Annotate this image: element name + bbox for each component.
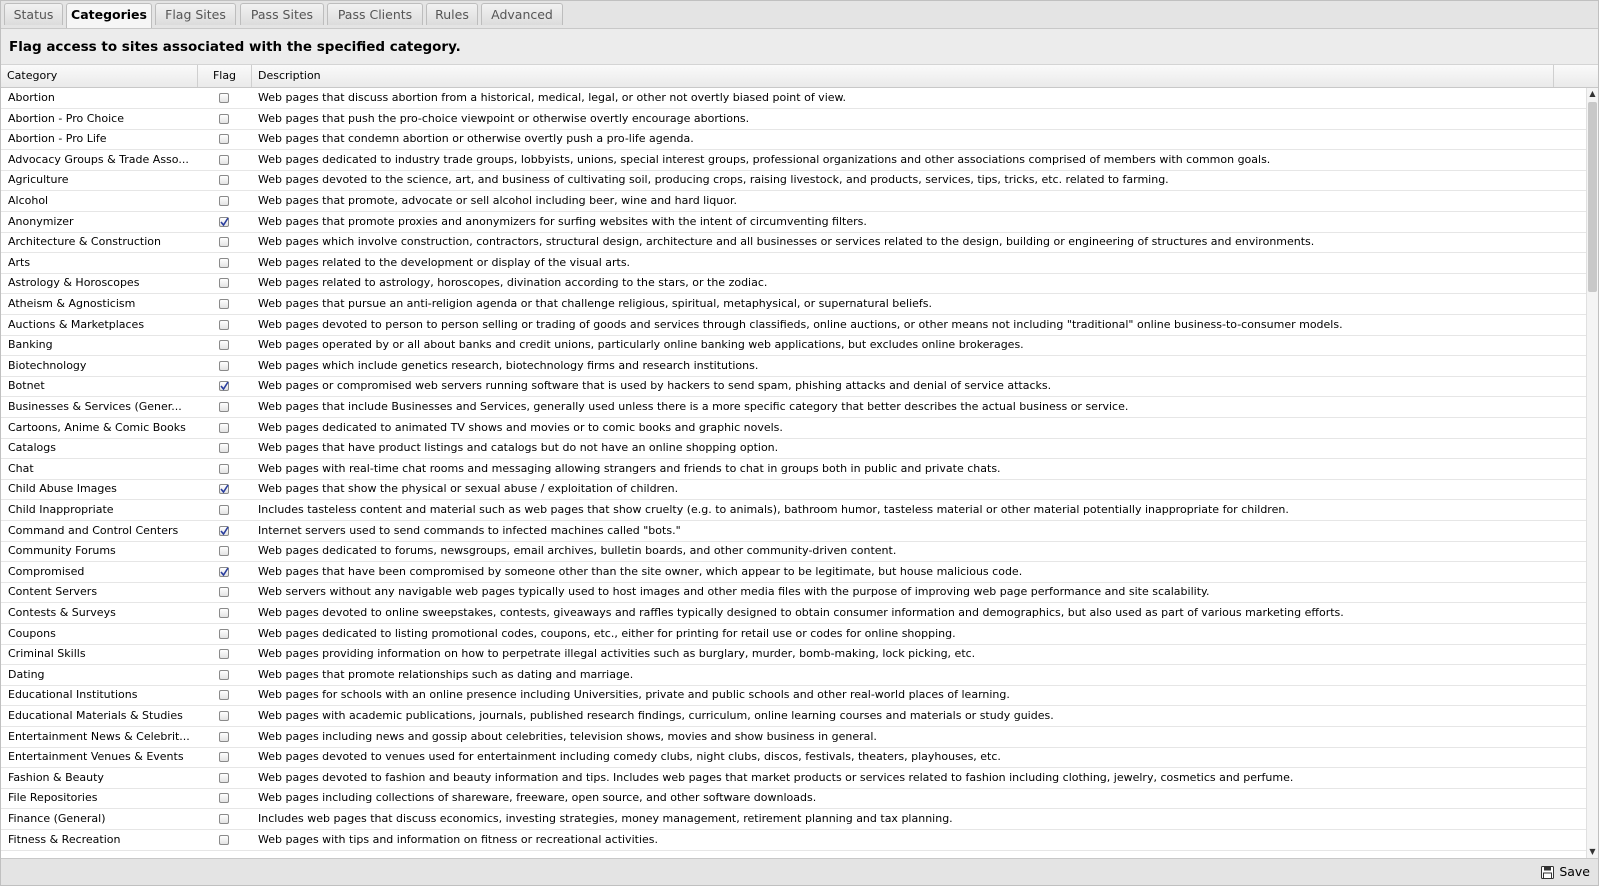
- category-name: Command and Control Centers: [8, 523, 179, 537]
- flag-cell: [197, 273, 252, 293]
- table-row[interactable]: [1, 747, 1586, 768]
- category-name: Astrology & Horoscopes: [8, 276, 140, 290]
- category-description: Web pages devoted to online sweepstakes, contests, giveaways and raffles typically designed to obtain consumer information and demographics, but also used as part of various marketing efforts.: [258, 606, 1344, 619]
- table-row[interactable]: [1, 273, 1586, 294]
- category-name: Cartoons, Anime & Comic Books: [8, 420, 186, 434]
- table-row[interactable]: [1, 809, 1586, 830]
- flag-checkbox[interactable]: [219, 155, 229, 165]
- table-row[interactable]: [1, 768, 1586, 789]
- table-row[interactable]: [1, 830, 1586, 851]
- category-description: Web pages dedicated to animated TV shows and movies or to comic books and graphic novels.: [258, 420, 783, 434]
- category-name: Agriculture: [8, 173, 69, 187]
- flag-checkbox[interactable]: [219, 773, 229, 783]
- category-description: Web pages with real-time chat rooms and messaging allowing strangers and friends to chat in groups both in public and private chats.: [258, 461, 1001, 475]
- flag-cell: [197, 768, 252, 788]
- category-description: Web pages that promote relationships such as dating and marriage.: [258, 667, 634, 681]
- category-description: Web pages that condemn abortion or otherwise overtly push a pro-life agenda.: [258, 132, 694, 146]
- flag-cell: [197, 129, 252, 149]
- checkmark-icon: [220, 484, 229, 494]
- category-description: Web pages providing information on how to perpetrate illegal activities such as burglary, murder, bomb-making, lock picking, etc.: [258, 647, 976, 661]
- flag-cell: [197, 644, 252, 664]
- flag-checkbox[interactable]: [219, 381, 229, 391]
- flag-cell: [197, 191, 252, 211]
- category-description: Web pages that show the physical or sexual abuse / exploitation of children.: [258, 482, 679, 496]
- flag-cell: [197, 665, 252, 685]
- flag-checkbox[interactable]: [219, 629, 229, 639]
- scroll-up-icon[interactable]: ▲: [1589, 89, 1596, 98]
- category-name: Criminal Skills: [8, 647, 86, 661]
- table-row[interactable]: [1, 521, 1586, 542]
- tab-flag-sites[interactable]: Flag Sites: [155, 3, 236, 25]
- category-description: Web servers without any navigable web pages typically used to host images and other media files with the purpose of improving web page performance and site scalability.: [258, 585, 1210, 599]
- table-row[interactable]: [1, 129, 1586, 150]
- flag-checkbox[interactable]: [219, 732, 229, 742]
- flag-checkbox[interactable]: [219, 546, 229, 556]
- category-description: Web pages related to astrology, horoscopes, divination according to the stars, or the zodiac.: [258, 276, 768, 290]
- category-name: Businesses & Services (Gener...: [8, 400, 182, 413]
- checkmark-icon: [220, 381, 229, 391]
- category-name: Child Inappropriate: [8, 503, 114, 516]
- table-row[interactable]: [1, 479, 1586, 500]
- category-table: [1, 88, 1586, 858]
- flag-cell: [197, 232, 252, 252]
- floppy-disk-icon: [1541, 866, 1554, 879]
- category-description: Web pages including collections of shareware, freeware, open source, and other software downloads.: [258, 791, 817, 805]
- category-description: Web pages including news and gossip about celebrities, television shows, movies and show business in general.: [258, 729, 877, 743]
- category-description: Web pages that include Businesses and Services, generally used unless there is a more specific category that better describes the actual business or service.: [258, 400, 1129, 413]
- category-description: Includes tasteless content and material such as web pages that show cruelty (e.g. to animals), bathroom humor, tasteless material or other material potentially inappropriate for children.: [258, 503, 1289, 516]
- flag-checkbox[interactable]: [219, 505, 229, 515]
- flag-cell: [197, 603, 252, 623]
- flag-checkbox[interactable]: [219, 217, 229, 227]
- scroll-down-icon[interactable]: ▼: [1589, 847, 1596, 856]
- category-name: Anonymizer: [8, 214, 74, 228]
- category-description: Internet servers used to send commands to infected machines called "bots.": [258, 523, 681, 537]
- tab-status[interactable]: Status: [4, 3, 63, 25]
- checkmark-icon: [220, 567, 229, 577]
- category-name: Banking: [8, 338, 53, 352]
- flag-cell: [197, 788, 252, 808]
- category-name: Educational Institutions: [8, 688, 138, 702]
- category-description: Web pages that have been compromised by someone other than the site owner, which appear to be legitimate, but house malicious code.: [258, 564, 1023, 578]
- category-name: Chat: [8, 461, 34, 475]
- flag-checkbox[interactable]: [219, 752, 229, 762]
- table-row[interactable]: [1, 418, 1586, 439]
- table-row[interactable]: [1, 170, 1586, 191]
- flag-checkbox[interactable]: [219, 567, 229, 577]
- flag-checkbox[interactable]: [219, 690, 229, 700]
- category-name: Abortion - Pro Life: [8, 132, 107, 146]
- category-name: Arts: [8, 255, 31, 269]
- flag-cell: [197, 315, 252, 335]
- flag-checkbox[interactable]: [219, 711, 229, 721]
- category-description: Web pages that have product listings and catalogs but do not have an online shopping option.: [258, 441, 779, 455]
- flag-cell: [197, 562, 252, 582]
- category-name: Dating: [8, 667, 45, 681]
- flag-checkbox[interactable]: [219, 814, 229, 824]
- category-name: Child Abuse Images: [8, 482, 117, 496]
- category-name: Catalogs: [8, 441, 56, 455]
- category-name: Community Forums: [8, 544, 116, 558]
- category-description: Web pages which include genetics research, biotechnology firms and research institutions.: [258, 358, 759, 372]
- flag-cell: [197, 500, 252, 520]
- table-row[interactable]: [1, 356, 1586, 377]
- flag-cell: [197, 706, 252, 726]
- table-row[interactable]: [1, 582, 1586, 603]
- category-name: Biotechnology: [8, 358, 87, 372]
- flag-cell: [197, 212, 252, 232]
- flag-cell: [197, 418, 252, 438]
- page-title: Flag access to sites associated with the specified category.: [1, 29, 1598, 65]
- table-row[interactable]: [1, 397, 1586, 418]
- flag-checkbox[interactable]: [219, 649, 229, 659]
- table-row[interactable]: [1, 685, 1586, 706]
- flag-cell: [197, 109, 252, 129]
- table-row[interactable]: [1, 212, 1586, 233]
- vertical-scrollbar[interactable]: [1586, 88, 1598, 858]
- table-row[interactable]: [1, 788, 1586, 809]
- flag-checkbox[interactable]: [219, 196, 229, 206]
- category-name: Educational Materials & Studies: [8, 709, 183, 722]
- table-row[interactable]: [1, 150, 1586, 171]
- category-name: Botnet: [8, 379, 45, 393]
- category-description: Web pages that push the pro-choice viewpoint or otherwise overtly encourage abortions.: [258, 111, 750, 125]
- flag-checkbox[interactable]: [219, 443, 229, 453]
- save-button[interactable]: [1541, 863, 1590, 881]
- flag-cell: [197, 459, 252, 479]
- table-row[interactable]: [1, 500, 1586, 521]
- flag-cell: [197, 541, 252, 561]
- table-row[interactable]: [1, 315, 1586, 336]
- table-row[interactable]: [1, 706, 1586, 727]
- table-row[interactable]: [1, 624, 1586, 645]
- flag-cell: [197, 294, 252, 314]
- category-description: Web pages devoted to the science, art, and business of cultivating soil, producing crops, raising livestock, and products, services, tips, tricks, etc. related to farming.: [258, 173, 1169, 187]
- flag-cell: [197, 253, 252, 273]
- flag-cell: [197, 356, 252, 376]
- flag-checkbox[interactable]: [219, 423, 229, 433]
- flag-checkbox[interactable]: [219, 278, 229, 288]
- category-name: Auctions & Marketplaces: [8, 317, 145, 331]
- table-row[interactable]: [1, 88, 1586, 109]
- category-description: Web pages for schools with an online presence including Universities, private and public schools and other real-world places of learning.: [258, 688, 1010, 702]
- tab-pass-sites[interactable]: Pass Sites: [240, 3, 324, 25]
- table-row[interactable]: [1, 109, 1586, 130]
- category-description: Web pages dedicated to industry trade groups, lobbyists, unions, special interest groups, professional organizations and other associations comprised of members with common goals.: [258, 152, 1271, 166]
- category-description: Web pages that promote, advocate or sell alcohol including beer, wine and hard liquor.: [258, 194, 737, 207]
- table-row[interactable]: [1, 665, 1586, 686]
- category-description: Web pages dedicated to listing promotional codes, coupons, etc., either for printing for retail use or codes for online shopping.: [258, 626, 956, 640]
- flag-checkbox[interactable]: [219, 835, 229, 845]
- category-name: Finance (General): [8, 812, 106, 825]
- flag-checkbox[interactable]: [219, 402, 229, 412]
- flag-checkbox[interactable]: [219, 134, 229, 144]
- category-name: Contests & Surveys: [8, 606, 116, 619]
- category-description: Web pages or compromised web servers running software that is used by hackers to send spam, phishing attacks and denial of service attacks.: [258, 379, 1052, 393]
- flag-cell: [197, 150, 252, 170]
- category-name: Alcohol: [8, 194, 49, 207]
- category-name: Advocacy Groups & Trade Asso...: [8, 152, 189, 166]
- flag-cell: [197, 727, 252, 747]
- tab-categories[interactable]: Categories: [66, 3, 152, 28]
- table-row[interactable]: [1, 562, 1586, 583]
- category-description: Web pages with tips and information on fitness or recreational activities.: [258, 832, 658, 846]
- category-description: Web pages that promote proxies and anonymizers for surfing websites with the intent of circumventing filters.: [258, 214, 867, 228]
- category-name: Abortion: [8, 91, 55, 104]
- flag-checkbox[interactable]: [219, 340, 229, 350]
- table-row[interactable]: [1, 438, 1586, 459]
- category-description: Web pages that discuss abortion from a historical, medical, legal, or other not overtly biased point of view.: [258, 91, 847, 104]
- category-name: File Repositories: [8, 791, 98, 805]
- tab-advanced[interactable]: Advanced: [481, 3, 563, 25]
- column-header-category[interactable]: Category: [1, 65, 198, 87]
- flag-checkbox[interactable]: [219, 175, 229, 185]
- table-row[interactable]: [1, 541, 1586, 562]
- category-name: Abortion - Pro Choice: [8, 111, 124, 125]
- flag-cell: [197, 438, 252, 458]
- flag-cell: [197, 809, 252, 829]
- flag-checkbox[interactable]: [219, 464, 229, 474]
- category-name: Content Servers: [8, 585, 98, 599]
- category-description: Web pages operated by or all about banks and credit unions, particularly online banking web applications, but excludes online brokerages.: [258, 338, 1024, 352]
- flag-cell: [197, 521, 252, 541]
- flag-checkbox[interactable]: [219, 93, 229, 103]
- flag-checkbox[interactable]: [219, 484, 229, 494]
- category-name: Architecture & Construction: [8, 235, 161, 249]
- tab-bar: [1, 1, 1598, 29]
- category-name: Atheism & Agnosticism: [8, 297, 136, 310]
- category-name: Coupons: [8, 626, 56, 640]
- category-description: Web pages which involve construction, contractors, structural design, architecture and all businesses or services related to the design, building or engineering of structures and environments.: [258, 235, 1315, 249]
- table-row[interactable]: [1, 727, 1586, 748]
- column-header-flag[interactable]: Flag: [198, 65, 252, 87]
- flag-cell: [197, 747, 252, 767]
- flag-cell: [197, 376, 252, 396]
- flag-cell: [197, 582, 252, 602]
- flag-checkbox[interactable]: [219, 258, 229, 268]
- flag-cell: [197, 335, 252, 355]
- flag-cell: [197, 479, 252, 499]
- table-row[interactable]: [1, 644, 1586, 665]
- category-description: Web pages devoted to person to person selling or trading of goods and services through classifieds, online auctions, or other means not including "traditional" online business-to-consumer models.: [258, 317, 1343, 331]
- flag-checkbox[interactable]: [219, 526, 229, 536]
- flag-checkbox[interactable]: [219, 237, 229, 247]
- flag-checkbox[interactable]: [219, 670, 229, 680]
- flag-cell: [197, 170, 252, 190]
- table-row[interactable]: [1, 191, 1586, 212]
- table-row[interactable]: [1, 459, 1586, 480]
- save-label: Save: [1559, 864, 1590, 879]
- tab-pass-clients[interactable]: Pass Clients: [327, 3, 423, 25]
- flag-cell: [197, 397, 252, 417]
- table-row[interactable]: [1, 376, 1586, 397]
- category-description: Includes web pages that discuss economics, investing strategies, money management, retirement planning and tax planning.: [258, 812, 953, 825]
- column-header-description[interactable]: Description: [252, 65, 1554, 87]
- table-row[interactable]: [1, 253, 1586, 274]
- category-name: Compromised: [8, 564, 85, 578]
- scrollbar-thumb[interactable]: [1588, 102, 1597, 292]
- category-description: Web pages devoted to fashion and beauty information and tips. Includes web pages that market products or services related to fashion including clothing, jewelry, cosmetics and perfume.: [258, 770, 1294, 784]
- flag-cell: [197, 88, 252, 108]
- category-name: Fitness & Recreation: [8, 832, 121, 846]
- category-description: Web pages that pursue an anti-religion agenda or that challenge religious, spiritual, metaphysical, or supernatural beliefs.: [258, 297, 932, 310]
- tab-rules[interactable]: Rules: [426, 3, 478, 25]
- flag-cell: [197, 685, 252, 705]
- flag-cell: [197, 624, 252, 644]
- table-row[interactable]: [1, 294, 1586, 315]
- flag-checkbox[interactable]: [219, 608, 229, 618]
- category-description: Web pages dedicated to forums, newsgroups, email archives, bulletin boards, and other community-driven content.: [258, 544, 897, 558]
- table-row[interactable]: [1, 335, 1586, 356]
- table-row[interactable]: [1, 603, 1586, 624]
- flag-cell: [197, 830, 252, 850]
- checkmark-icon: [220, 526, 229, 536]
- category-name: Entertainment Venues & Events: [8, 750, 184, 764]
- flag-checkbox[interactable]: [219, 793, 229, 803]
- category-name: Entertainment News & Celebrit...: [8, 729, 190, 743]
- category-name: Fashion & Beauty: [8, 770, 104, 784]
- flag-checkbox[interactable]: [219, 361, 229, 371]
- table-row[interactable]: [1, 232, 1586, 253]
- category-description: Web pages devoted to venues used for entertainment including comedy clubs, night clubs, discos, festivals, theaters, playhouses, etc.: [258, 750, 1001, 764]
- category-description: Web pages related to the development or display of the visual arts.: [258, 255, 631, 269]
- flag-checkbox[interactable]: [219, 587, 229, 597]
- flag-checkbox[interactable]: [219, 320, 229, 330]
- footer-toolbar: [1, 858, 1598, 885]
- checkmark-icon: [220, 217, 229, 227]
- category-description: Web pages with academic publications, journals, published research findings, curriculum, online learning courses and materials or study guides.: [258, 709, 1054, 722]
- grid-header: [1, 65, 1598, 88]
- flag-checkbox[interactable]: [219, 299, 229, 309]
- flag-checkbox[interactable]: [219, 114, 229, 124]
